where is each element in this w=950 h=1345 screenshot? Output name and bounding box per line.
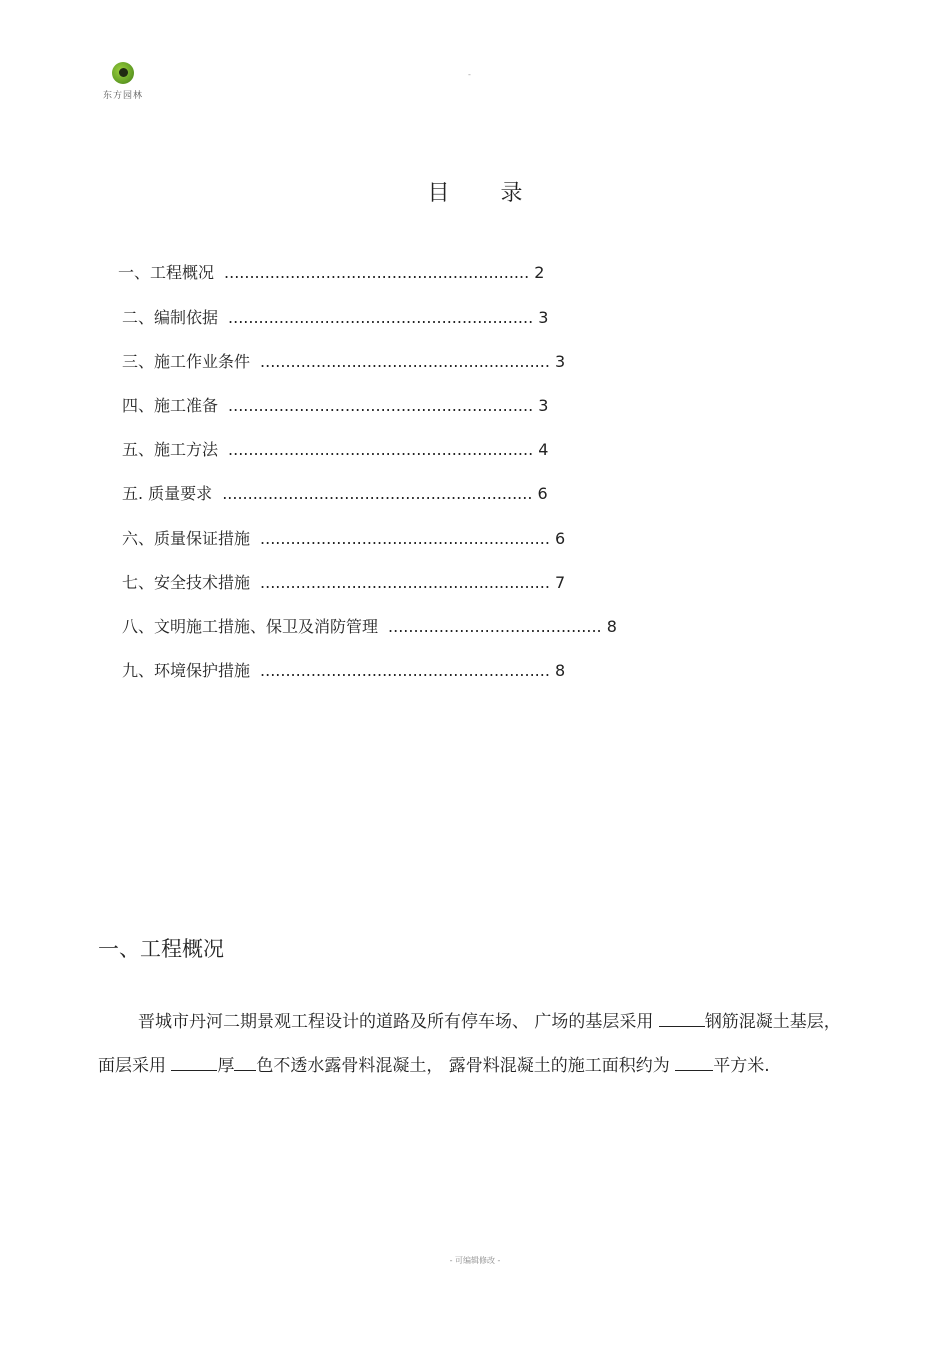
toc-item[interactable] — [122, 526, 565, 549]
toc-item-dots: .......................................... — [388, 617, 602, 636]
toc-item-page: 3 — [538, 308, 549, 327]
toc-item-dots: ............................................................ — [228, 440, 534, 459]
header-mark: - — [468, 70, 471, 79]
toc-item[interactable] — [122, 658, 565, 681]
toc-item-dots: ............................................................ — [228, 308, 534, 327]
body-paragraph — [98, 1000, 850, 1088]
toc-item-page: 4 — [538, 440, 549, 459]
section-heading: 一、工程概况 — [98, 937, 224, 961]
toc-item-dots: ............................................................. — [222, 484, 533, 503]
logo-text: 东方园林 — [103, 91, 144, 101]
paragraph-text: 色不透水露骨料混凝土， 露骨料混凝土的施工面积约为 — [256, 1056, 670, 1076]
fill-blank — [675, 1054, 713, 1071]
paragraph-text: 平方米. — [713, 1056, 770, 1076]
logo-leaf-icon — [112, 62, 134, 84]
fill-blank — [659, 1010, 705, 1027]
toc-item-dots: ............................................................ — [224, 263, 530, 282]
toc-item[interactable] — [122, 481, 548, 504]
toc-item-page: 2 — [534, 263, 545, 282]
toc-item-page: 6 — [555, 529, 566, 548]
page-footer: - 可编辑修改 - — [449, 1256, 501, 1265]
toc-item-label: 三、施工作业条件 — [122, 352, 251, 371]
toc-item-label: 四、施工准备 — [122, 396, 219, 415]
paragraph-text: 晋城市丹河二期景观工程设计的道路及所有停车场、 广场的基层采用 — [138, 1012, 654, 1032]
paragraph-text: 钢筋混凝土基层，面层采用 — [98, 1012, 841, 1076]
fill-blank — [234, 1054, 256, 1071]
fill-blank — [171, 1054, 217, 1071]
toc-item-label: 五、施工方法 — [122, 440, 219, 459]
toc-item-page: 3 — [538, 396, 549, 415]
toc-item-label: 八、文明施工措施、保卫及消防管理 — [122, 617, 379, 636]
toc-item-label: 九、环境保护措施 — [122, 661, 251, 680]
toc-item[interactable] — [118, 260, 544, 283]
toc-item[interactable] — [122, 393, 548, 416]
paragraph-text: 厚 — [217, 1056, 235, 1076]
toc-item-dots: ......................................................... — [260, 661, 550, 680]
toc-item-dots: ............................................................ — [228, 396, 534, 415]
toc-item-page: 8 — [606, 617, 617, 636]
toc-item-dots: ......................................................... — [260, 352, 550, 371]
toc-item[interactable] — [122, 614, 617, 637]
toc-item-label: 六、质量保证措施 — [122, 529, 251, 548]
toc-item-page: 3 — [555, 352, 566, 371]
toc-item-dots: ......................................................... — [260, 573, 550, 592]
toc-title: 目 录 — [427, 181, 545, 206]
toc-item-page: 7 — [555, 573, 566, 592]
toc-item[interactable] — [122, 570, 565, 593]
company-logo — [100, 62, 146, 102]
toc-item[interactable] — [122, 305, 548, 328]
toc-item-label: 一、工程概况 — [118, 263, 215, 282]
toc-item-page: 8 — [555, 661, 566, 680]
toc-item-page: 6 — [537, 484, 548, 503]
toc-item[interactable] — [122, 349, 565, 372]
toc-item[interactable] — [122, 437, 548, 460]
toc-item-label: 七、安全技术措施 — [122, 573, 251, 592]
toc-item-dots: ......................................................... — [260, 529, 550, 548]
toc-item-label: 五. 质量要求 — [122, 484, 213, 503]
toc-item-label: 二、编制依据 — [122, 308, 219, 327]
